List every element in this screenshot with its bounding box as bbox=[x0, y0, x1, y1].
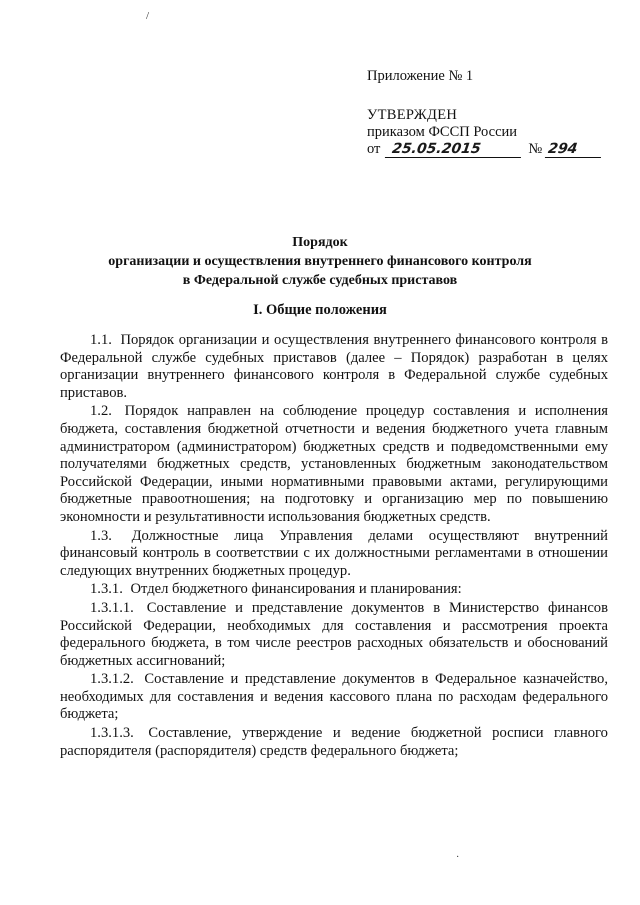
handwritten-order-number: 294 bbox=[545, 142, 603, 158]
paragraph-text: Порядок организации и осуществления внутреннего финансового контроля в Федеральной службе судебных приставов (далее – Порядок) разработан в целях организации внутреннего финансового контроля в Федеральной службе судебных приставов. bbox=[60, 332, 609, 401]
bottom-page-mark: · bbox=[456, 852, 460, 863]
order-date-number-line bbox=[367, 141, 607, 158]
approval-stamp-block bbox=[367, 68, 607, 158]
paragraph-number: 1.3.1.3. bbox=[90, 725, 134, 742]
order-reference: приказом ФССП России bbox=[367, 124, 518, 140]
appendix-label: Приложение № 1 bbox=[367, 68, 474, 84]
title-line-3: в Федеральной службе судебных приставов bbox=[182, 273, 458, 288]
paragraph-number: 1.2. bbox=[90, 403, 112, 420]
paragraph-text: Составление и представление документов в Федеральное казначейство, необходимых для составления и ведения кассового плана по расходам федерального бюджета; bbox=[60, 671, 608, 723]
paragraph bbox=[60, 403, 608, 526]
title-line-1: Порядок bbox=[292, 235, 348, 250]
paragraph-number: 1.3.1.2. bbox=[90, 671, 134, 688]
paragraph-text: Должностные лица Управления делами осуществляют внутренний финансовый контроль в соответствии с их должностными регламентами в отношении следующих внутренних бюджетных процедур. bbox=[60, 527, 608, 579]
document-title bbox=[60, 233, 580, 290]
paragraph-number: 1.3. bbox=[90, 527, 112, 544]
paragraph-text: Отдел бюджетного финансирования и планирования: bbox=[130, 581, 462, 598]
paragraph-text: Составление, утверждение и ведение бюджетной росписи главного распорядителя (распорядителя) средств федерального бюджета; bbox=[60, 725, 608, 759]
paragraph bbox=[60, 332, 608, 402]
section-heading: I. Общие положения bbox=[253, 302, 387, 318]
number-label: № bbox=[528, 141, 543, 157]
paragraph bbox=[60, 725, 608, 760]
title-line-2: организации и осуществления внутреннего финансового контроля bbox=[108, 254, 532, 269]
paragraph-number: 1.1. bbox=[90, 332, 112, 348]
paragraph bbox=[60, 671, 608, 724]
document-body bbox=[60, 332, 608, 761]
paragraph-text: Составление и представление документов в Министерство финансов Российской Федерации, необходимых для составления и рассмотрения проекта федерального бюджета, в том числе реестров расходных обязательств и обоснований бюджетных ассигнований; bbox=[60, 599, 608, 669]
from-label: от bbox=[367, 141, 381, 157]
paragraph bbox=[60, 528, 608, 581]
paragraph bbox=[60, 600, 608, 670]
handwritten-order-date: 25.05.2015 bbox=[385, 142, 523, 158]
stray-pen-mark: / bbox=[146, 10, 150, 22]
paragraph-text: Порядок направлен на соблюдение процедур составления и исполнения бюджета, составления бюджетной отчетности и ведения бюджетного учета главным администратором (администратором) бюджетных средств и подведомственными ему получателями бюджетных средств, установленных бюджетным законодательством Российской Федерации, иными нормативными правовыми актами, регулирующими бюджетные правоотношения; на подготовку и организацию мер по повышению экономности и результативности использования бюджетных средств. bbox=[60, 403, 608, 525]
paragraph-number: 1.3.1. bbox=[90, 581, 123, 598]
paragraph bbox=[60, 581, 608, 599]
approved-heading: УТВЕРЖДЕН bbox=[367, 107, 458, 123]
paragraph-number: 1.3.1.1. bbox=[90, 599, 134, 616]
